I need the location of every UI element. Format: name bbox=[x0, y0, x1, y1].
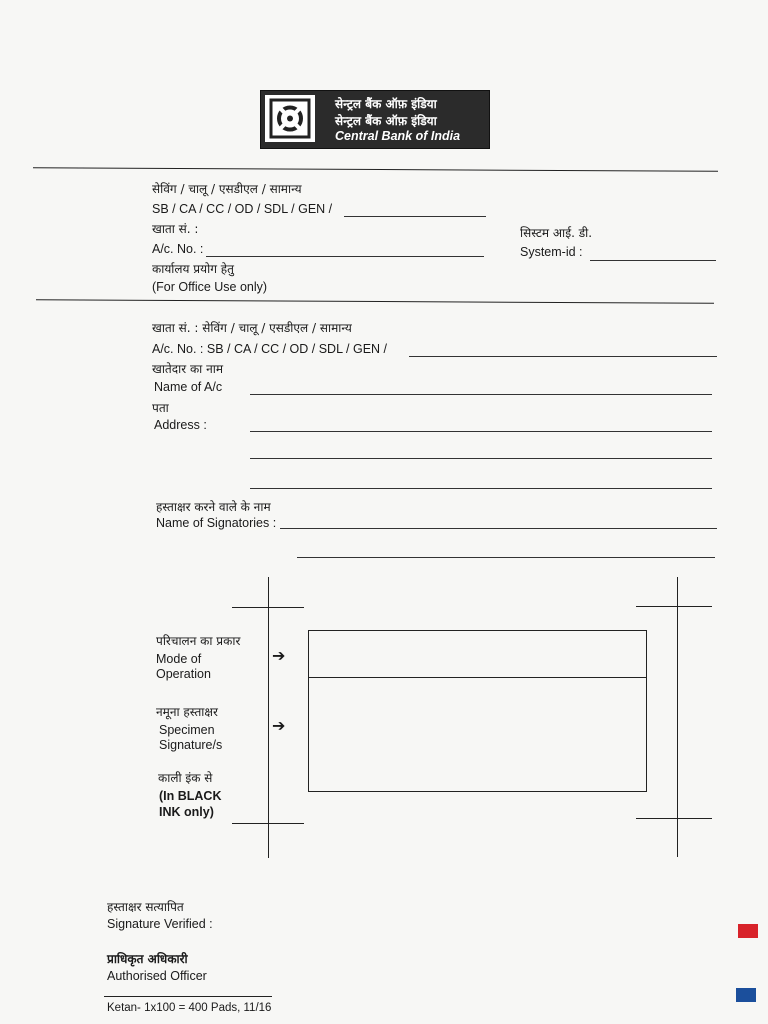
logo-hindi-line-2: सेन्ट्रल बैंक ऑफ़ इंडिया bbox=[335, 114, 437, 128]
account-number-hindi: खाता सं. : bbox=[152, 222, 199, 236]
account-holder-hindi: खातेदार का नाम bbox=[152, 362, 224, 376]
specimen-signature-label-2: Signature/s bbox=[159, 738, 223, 752]
system-id-field[interactable] bbox=[590, 260, 716, 261]
printer-info: Ketan- 1x100 = 400 Pads, 11/16 bbox=[107, 1002, 272, 1014]
specimen-signature-hindi: नमूना हस्ताक्षर bbox=[156, 705, 218, 719]
signature-verified-label: Signature Verified : bbox=[107, 917, 213, 931]
address-field-line-3[interactable] bbox=[250, 488, 712, 489]
system-id-label: System-id : bbox=[520, 245, 583, 259]
black-ink-label-2: INK only) bbox=[159, 805, 214, 819]
specimen-signature-box[interactable] bbox=[308, 676, 647, 792]
system-id-hindi: सिस्टम आई. डी. bbox=[520, 226, 593, 240]
account-holder-field[interactable] bbox=[250, 394, 712, 395]
specimen-signature-label-1: Specimen bbox=[159, 723, 215, 737]
account-holder-label: Name of A/c bbox=[154, 380, 223, 394]
account-type-hindi: सेविंग / चालू / एसडीएल / सामान्य bbox=[152, 182, 302, 196]
blue-color-tab bbox=[736, 988, 756, 1002]
crop-mark-bottom-right bbox=[636, 818, 712, 819]
signatories-hindi: हस्ताक्षर करने वाले के नाम bbox=[156, 500, 271, 514]
divider bbox=[36, 299, 714, 304]
printer-line bbox=[104, 996, 272, 997]
address-field-line-2[interactable] bbox=[250, 458, 712, 459]
address-field-line-1[interactable] bbox=[250, 431, 712, 432]
logo-english: Central Bank of India bbox=[335, 129, 461, 143]
crop-mark-left bbox=[268, 577, 269, 858]
address-hindi: पता bbox=[152, 401, 169, 415]
signature-verified-hindi: हस्ताक्षर सत्यापित bbox=[107, 900, 184, 914]
account-number-type-label: A/c. No. : SB / CA / CC / OD / SDL / GEN / bbox=[152, 342, 388, 356]
mode-of-operation-label-1: Mode of bbox=[156, 652, 202, 666]
account-number-type-hindi: खाता सं. : सेविंग / चालू / एसडीएल / सामान्य bbox=[152, 321, 352, 335]
mode-of-operation-box[interactable] bbox=[308, 630, 647, 678]
crop-mark-top-left bbox=[232, 607, 304, 608]
office-use-hindi: कार्यालय प्रयोग हेतु bbox=[152, 262, 234, 276]
account-number-type-field[interactable] bbox=[409, 356, 717, 357]
address-label: Address : bbox=[154, 418, 207, 432]
account-type-label: SB / CA / CC / OD / SDL / GEN / bbox=[152, 202, 333, 216]
bank-logo bbox=[260, 90, 490, 149]
crop-mark-top-right bbox=[636, 606, 712, 607]
account-type-field[interactable] bbox=[344, 216, 486, 217]
signatories-label: Name of Signatories : bbox=[156, 516, 277, 530]
crop-mark-bottom-left bbox=[232, 823, 304, 824]
authorised-officer-label: Authorised Officer bbox=[107, 969, 207, 983]
black-ink-hindi: काली इंक से bbox=[158, 771, 213, 785]
crop-mark-right bbox=[677, 577, 678, 857]
account-number-field[interactable] bbox=[206, 256, 484, 257]
arrow-right-icon: ➔ bbox=[272, 648, 286, 665]
signatories-field-line-2[interactable] bbox=[297, 557, 715, 558]
divider bbox=[33, 167, 718, 172]
bank-emblem-icon bbox=[265, 95, 315, 142]
office-use-label: (For Office Use only) bbox=[152, 280, 268, 294]
arrow-right-icon: ➔ bbox=[272, 718, 286, 735]
mode-of-operation-hindi: परिचालन का प्रकार bbox=[156, 634, 241, 648]
authorised-officer-hindi: प्राधिकृत अधिकारी bbox=[107, 952, 188, 966]
mode-of-operation-label-2: Operation bbox=[156, 667, 211, 681]
logo-hindi-line-1: सेन्ट्रल बैंक ऑफ़ इंडिया bbox=[335, 97, 437, 111]
signatories-field-line-1[interactable] bbox=[280, 528, 717, 529]
black-ink-label-1: (In BLACK bbox=[159, 789, 222, 803]
red-color-tab bbox=[738, 924, 758, 938]
account-number-label: A/c. No. : bbox=[152, 242, 204, 256]
